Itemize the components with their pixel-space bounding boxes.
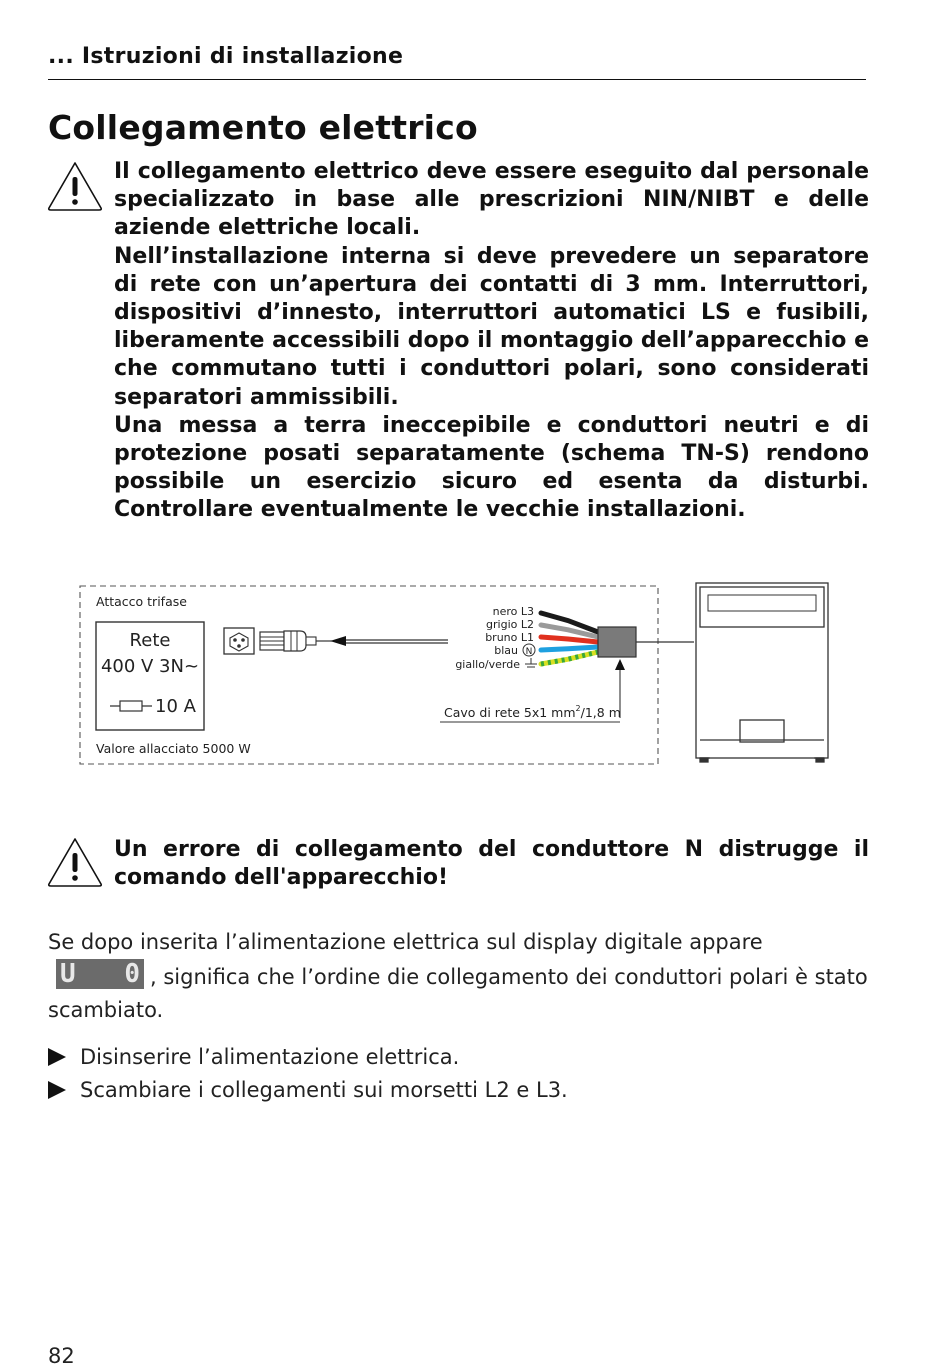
wire-4	[541, 647, 598, 650]
neutral-symbol: N	[525, 647, 533, 657]
socket-icon	[224, 628, 254, 654]
wire-earth-stripe	[541, 652, 598, 664]
paragraph-text: , significa che l’ordine die collegamento dei conduttori polari è stato scambiato.	[48, 965, 868, 1022]
warning-triangle-icon	[46, 160, 104, 212]
fuse-rating: 10 A	[155, 696, 196, 717]
plug-icon	[260, 631, 316, 651]
cable-sheath	[598, 627, 636, 657]
warning-text-block	[114, 158, 869, 525]
warning-text-2: Un errore di collegamento del conduttore N distrugge il comando dell'apparecchio!	[114, 837, 869, 891]
warning-paragraph: Nell’installazione interna si deve prevedere un separatore di rete con un’apertura dei contatti di 3 mm. Interruttori, dispositivi d’innesto, interruttori automatici LS e fusibili, liberamente accessibili dopo il montaggio dell’apparecchio e che commutano tutti i conduttori polari, sono considerati separatori ammissibili.	[114, 243, 869, 410]
wire-3	[541, 637, 598, 642]
appliance-icon	[696, 583, 828, 762]
wire-label-l3: nero L3	[492, 605, 534, 618]
wire-label-l2: grigio L2	[486, 618, 534, 631]
wire-label-l1: bruno L1	[485, 631, 534, 644]
play-arrow-icon	[48, 1048, 66, 1066]
paragraph-text: Se dopo inserita l’alimentazione elettrica sul display digitale appare	[48, 930, 763, 954]
page-number: 82	[48, 1344, 75, 1368]
wire-label-neutral: blau	[494, 644, 518, 657]
lcd-display: U 0	[56, 959, 144, 989]
list-item: Scambiare i collegamenti sui morsetti L2 e L3.	[48, 1073, 868, 1106]
play-arrow-icon	[48, 1081, 66, 1099]
supply-voltage: 400 V 3N~	[100, 656, 200, 677]
warning-triangle-icon	[46, 836, 104, 888]
warning-paragraph: Il collegamento elettrico deve essere eseguito dal personale specializzato in base alle prescrizioni NIN/NIBT e delle aziende elettriche locali.	[114, 159, 869, 241]
fuse-icon	[110, 701, 152, 711]
connection-label: Attacco trifase	[96, 594, 187, 609]
cable-label: Cavo di rete 5x1 $mm^2/1,8$ m	[444, 704, 621, 720]
wire-label-earth: giallo/verde	[455, 658, 520, 671]
list-item: Disinserire l’alimentazione elettrica.	[48, 1040, 868, 1073]
power-value: Valore allacciato 5000 W	[96, 741, 251, 756]
earth-icon	[525, 658, 537, 667]
supply-title: Rete	[129, 630, 171, 651]
running-header: ... Istruzioni di installazione	[48, 44, 866, 80]
page-title: Collegamento elettrico	[48, 108, 478, 147]
step-list	[48, 1040, 868, 1106]
warning-paragraph: Una messa a terra ineccepibile e conduttori neutri e di protezione posati separatamente (schema TN-S) rendono possibile un esercizio sicuro ed esenta da disturbi. Controllare eventualmente le vecchie installazioni.	[114, 412, 869, 523]
cable-line	[316, 636, 448, 646]
display-paragraph	[48, 926, 868, 1027]
wiring-diagram	[78, 580, 838, 780]
wire-bundle	[541, 613, 598, 664]
